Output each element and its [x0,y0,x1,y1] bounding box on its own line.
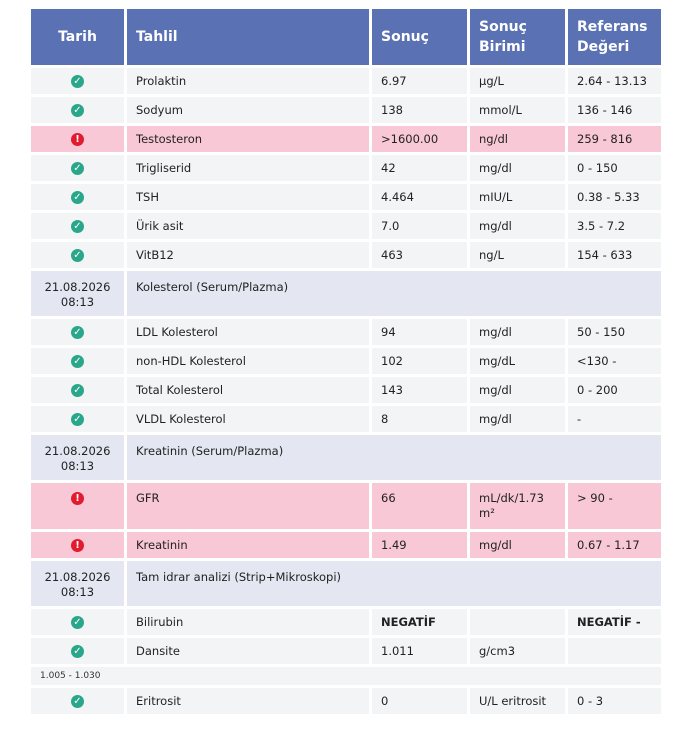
reference-range: <130 - [568,348,661,374]
test-unit: mg/dl [470,155,565,181]
test-result: 1.49 [372,532,467,558]
reference-range: 0 - 150 [568,155,661,181]
status-cell [31,348,124,374]
status-cell [31,609,124,635]
status-cell [31,532,124,558]
group-date-time: 08:13 [60,295,95,309]
test-name: Trigliserid [127,155,369,181]
group-date-day: 21.08.2026 [44,570,111,584]
test-name: LDL Kolesterol [127,319,369,345]
test-name: Sodyum [127,97,369,123]
status-cell [31,377,124,403]
test-unit: mmol/L [470,97,565,123]
lab-results-panel [28,6,664,717]
test-name: Kreatinin [127,532,369,558]
status-cell [31,184,124,210]
status-cell [31,68,124,94]
table-header-row [31,9,661,65]
column-header-reference-line1: Referans [577,19,648,35]
column-header-reference[interactable] [568,9,661,65]
test-name: VitB12 [127,242,369,268]
test-unit [470,609,565,635]
group-title: Kreatinin (Serum/Plazma) [127,435,661,480]
group-header-row [31,271,661,316]
test-result: 463 [372,242,467,268]
table-body [31,68,661,714]
test-name: Testosteron [127,126,369,152]
test-unit: g/cm3 [470,638,565,664]
column-header-unit-line1: Sonuç [479,19,527,35]
table-row[interactable] [31,638,661,664]
group-title: Kolesterol (Serum/Plazma) [127,271,661,316]
table-row[interactable] [31,155,661,181]
table-row[interactable] [31,242,661,268]
table-row[interactable] [31,348,661,374]
group-date [31,561,124,606]
test-unit: mg/dl [470,406,565,432]
test-result: 1.011 [372,638,467,664]
group-date-day: 21.08.2026 [44,444,111,458]
table-row[interactable] [31,377,661,403]
reference-range: 0.67 - 1.17 [568,532,661,558]
reference-note: 1.005 - 1.030 [31,667,661,685]
table-row[interactable] [31,213,661,239]
test-unit: mL/dk/1.73 m² [470,483,565,529]
check-circle-icon: ✓ [71,355,84,368]
reference-range: 50 - 150 [568,319,661,345]
test-result: >1600.00 [372,126,467,152]
test-result: 138 [372,97,467,123]
reference-range: 0 - 200 [568,377,661,403]
reference-range: 3.5 - 7.2 [568,213,661,239]
table-row[interactable] [31,319,661,345]
check-circle-icon: ✓ [71,326,84,339]
column-header-result[interactable]: Sonuç [372,9,467,65]
test-name: Eritrosit [127,688,369,714]
table-row[interactable] [31,532,661,558]
group-title: Tam idrar analizi (Strip+Mikroskopi) [127,561,661,606]
check-circle-icon: ✓ [71,104,84,117]
test-result: 0 [372,688,467,714]
test-result: NEGATİF [372,609,467,635]
check-circle-icon: ✓ [71,75,84,88]
test-unit: mg/dl [470,532,565,558]
column-header-unit[interactable] [470,9,565,65]
table-row[interactable] [31,184,661,210]
reference-range: 2.64 - 13.13 [568,68,661,94]
check-circle-icon: ✓ [71,220,84,233]
test-name: non-HDL Kolesterol [127,348,369,374]
table-row[interactable] [31,97,661,123]
lab-results-table [28,6,664,717]
exclamation-circle-icon: ! [71,133,84,146]
test-name: GFR [127,483,369,529]
test-result: 7.0 [372,213,467,239]
reference-range: - [568,406,661,432]
test-unit: ng/L [470,242,565,268]
check-circle-icon: ✓ [71,384,84,397]
table-row[interactable] [31,609,661,635]
test-unit: mIU/L [470,184,565,210]
test-unit: mg/dl [470,377,565,403]
table-row[interactable] [31,406,661,432]
test-result: 94 [372,319,467,345]
test-result: 4.464 [372,184,467,210]
status-cell [31,242,124,268]
column-header-unit-line2: Birimi [479,39,526,55]
exclamation-circle-icon: ! [71,492,84,505]
test-result: 8 [372,406,467,432]
status-cell [31,688,124,714]
reference-range: 259 - 816 [568,126,661,152]
test-result: 143 [372,377,467,403]
group-date-time: 08:13 [60,585,95,599]
check-circle-icon: ✓ [71,413,84,426]
table-row[interactable] [31,68,661,94]
group-date-day: 21.08.2026 [44,280,111,294]
reference-range [568,638,661,664]
exclamation-circle-icon: ! [71,539,84,552]
status-cell [31,97,124,123]
check-circle-icon: ✓ [71,162,84,175]
test-name: Bilirubin [127,609,369,635]
status-cell [31,406,124,432]
test-unit: µg/L [470,68,565,94]
reference-range: > 90 - [568,483,661,529]
column-header-reference-line2: Değeri [577,39,630,55]
column-header-date[interactable]: Tarih [31,9,124,65]
test-unit: mg/dl [470,319,565,345]
group-header-row [31,561,661,606]
test-result: 102 [372,348,467,374]
status-cell [31,319,124,345]
test-result: 42 [372,155,467,181]
reference-note-row [31,667,661,685]
reference-range: 136 - 146 [568,97,661,123]
test-unit: U/L eritrosit [470,688,565,714]
status-cell [31,483,124,529]
table-row[interactable] [31,688,661,714]
test-name: TSH [127,184,369,210]
check-circle-icon: ✓ [71,249,84,262]
test-name: Prolaktin [127,68,369,94]
group-date-time: 08:13 [60,459,95,473]
test-name: Ürik asit [127,213,369,239]
check-circle-icon: ✓ [71,695,84,708]
column-header-test[interactable]: Tahlil [127,9,369,65]
test-result: 66 [372,483,467,529]
test-result: 6.97 [372,68,467,94]
test-unit: mg/dl [470,213,565,239]
status-cell [31,638,124,664]
group-date [31,271,124,316]
check-circle-icon: ✓ [71,645,84,658]
group-header-row [31,435,661,480]
test-unit: mg/dL [470,348,565,374]
test-unit: ng/dl [470,126,565,152]
status-cell [31,213,124,239]
status-cell [31,155,124,181]
reference-range: 0.38 - 5.33 [568,184,661,210]
check-circle-icon: ✓ [71,191,84,204]
table-row[interactable] [31,126,661,152]
test-name: Dansite [127,638,369,664]
reference-range: 154 - 633 [568,242,661,268]
test-name: VLDL Kolesterol [127,406,369,432]
table-row[interactable] [31,483,661,529]
check-circle-icon: ✓ [71,616,84,629]
group-date [31,435,124,480]
reference-range: 0 - 3 [568,688,661,714]
status-cell [31,126,124,152]
reference-range: NEGATİF - [568,609,661,635]
test-name: Total Kolesterol [127,377,369,403]
